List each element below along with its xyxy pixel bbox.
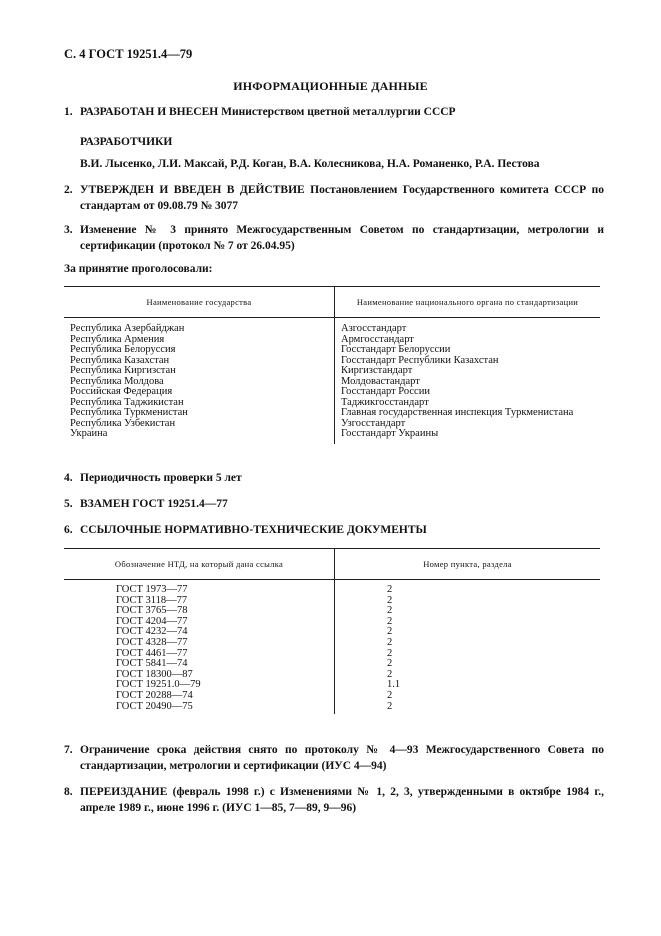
ref-clause: 2: [387, 700, 393, 712]
ref-document: ГОСТ 20490—75: [116, 700, 193, 712]
item-1-text: РАЗРАБОТАН И ВНЕСЕН Министерством цветной металлургии СССР: [80, 106, 456, 118]
state-name: Украина: [70, 428, 108, 439]
ref-clause: 2: [387, 626, 393, 638]
item-1: [64, 104, 604, 120]
ref-clause: 2: [387, 647, 393, 659]
state-name: Республика Туркменистан: [70, 407, 188, 418]
item-5-number: 5.: [64, 498, 73, 510]
item-8-number: 8.: [64, 786, 73, 798]
ref-document: ГОСТ 4461—77: [116, 647, 188, 659]
item-7-number: 7.: [64, 744, 73, 756]
developers-label: РАЗРАБОТЧИКИ: [80, 136, 173, 148]
states-table: [64, 286, 600, 444]
ref-clause: 2: [387, 594, 393, 606]
item-5-text: ВЗАМЕН ГОСТ 19251.4—77: [80, 498, 228, 510]
standards-body: Госстандарт Украины: [341, 428, 439, 439]
state-name: Республика Молдова: [70, 375, 164, 387]
voted-label: За принятие проголосовали:: [64, 263, 213, 275]
states-table-header-state: Наименование государства: [64, 287, 335, 318]
item-4: [64, 470, 604, 486]
state-name: Республика Азербайджан: [70, 323, 185, 334]
refs-table-header-clause: Номер пункта, раздела: [335, 549, 601, 580]
standards-body: Узгосстандарт: [341, 417, 406, 429]
bodies-column: [335, 318, 601, 444]
state-name: Республика Казахстан: [70, 354, 170, 366]
ref-document: ГОСТ 3118—77: [116, 594, 188, 606]
ref-document: ГОСТ 3765—78: [116, 605, 188, 617]
state-name: Республика Армения: [70, 333, 165, 345]
item-2-text: УТВЕРЖДЕН И ВВЕДЕН В ДЕЙСТВИЕ Постановлением Государственного комитета СССР по стандартам от 09.08.79 № 3077: [80, 184, 604, 212]
ref-clause: 2: [387, 584, 393, 595]
item-6-text: ССЫЛОЧНЫЕ НОРМАТИВНО-ТЕХНИЧЕСКИЕ ДОКУМЕНТЫ: [80, 524, 427, 536]
item-6: [64, 522, 604, 538]
item-2-number: 2.: [64, 184, 73, 196]
ref-clause: 2: [387, 668, 393, 680]
item-4-number: 4.: [64, 472, 73, 484]
states-column: [64, 318, 335, 444]
item-7: [64, 742, 604, 774]
item-8-text: ПЕРЕИЗДАНИЕ (февраль 1998 г.) с Изменениями № 1, 2, 3, утвержденными в октябре 1984 г., апреле 1989 г., июне 1996 г. (ИУС 1—85, 7—89, 9—96): [80, 786, 604, 814]
item-3-text: Изменение № 3 принято Межгосударственным Советом по стандартизации, метрологии и сертификации (протокол № 7 от 26.04.95): [80, 224, 604, 252]
state-name: Республика Белоруссия: [70, 344, 176, 355]
item-3-number: 3.: [64, 224, 73, 236]
ref-clause: 2: [387, 689, 393, 701]
refs-clause-column: [335, 580, 601, 715]
developers-list: В.И. Лысенко, Л.И. Максай, Р.Д. Коган, В.А. Колесникова, Н.А. Романенко, Р.А. Пестова: [80, 158, 540, 170]
standards-body: Госстандарт России: [341, 386, 430, 397]
item-1-number: 1.: [64, 106, 73, 118]
item-2: [64, 182, 604, 214]
standards-body: Госстандарт Республики Казахстан: [341, 354, 499, 366]
page-header: С. 4 ГОСТ 19251.4—79: [64, 47, 193, 61]
standards-body: Главная государственная инспекция Туркменистана: [341, 407, 574, 418]
ref-document: ГОСТ 20288—74: [116, 689, 193, 701]
item-6-number: 6.: [64, 524, 73, 536]
page-title: ИНФОРМАЦИОННЫЕ ДАННЫЕ: [233, 79, 428, 93]
states-table-header-body: Наименование национального органа по стандартизации: [335, 287, 601, 318]
ref-document: ГОСТ 4232—74: [116, 626, 188, 638]
state-name: Республика Киргизстан: [70, 365, 176, 376]
ref-document: ГОСТ 19251.0—79: [116, 679, 201, 691]
item-5: [64, 496, 604, 512]
refs-doc-column: [64, 580, 335, 715]
standards-body: Армгосстандарт: [341, 333, 414, 345]
refs-table-header-doc: Обозначение НТД, на который дана ссылка: [64, 549, 335, 580]
standards-body: Молдовастандарт: [341, 375, 420, 387]
item-8: [64, 784, 604, 816]
ref-clause: 1.1: [387, 679, 401, 691]
ref-clause: 2: [387, 605, 393, 617]
ref-document: ГОСТ 4204—77: [116, 615, 188, 627]
state-name: Республика Таджикистан: [70, 396, 184, 408]
standards-body: Азгосстандарт: [341, 323, 407, 334]
ref-clause: 2: [387, 658, 393, 670]
standards-body: Киргизстандарт: [341, 365, 413, 376]
state-name: Республика Узбекистан: [70, 417, 176, 429]
ref-document: ГОСТ 5841—74: [116, 658, 188, 670]
ref-document: ГОСТ 4328—77: [116, 636, 188, 648]
standards-body: Госстандарт Белоруссии: [341, 344, 451, 355]
item-4-text: Периодичность проверки 5 лет: [80, 472, 242, 484]
item-3: [64, 222, 604, 254]
standards-body: Таджикгосстандарт: [341, 396, 429, 408]
ref-clause: 2: [387, 615, 393, 627]
ref-clause: 2: [387, 636, 393, 648]
state-name: Российская Федерация: [70, 386, 173, 397]
ref-document: ГОСТ 1973—77: [116, 584, 188, 595]
references-table: [64, 548, 600, 714]
item-7-text: Ограничение срока действия снято по протоколу № 4—93 Межгосударственного Совета по стандартизации, метрологии и сертификации (ИУС 4—94): [80, 744, 604, 772]
ref-document: ГОСТ 18300—87: [116, 668, 193, 680]
